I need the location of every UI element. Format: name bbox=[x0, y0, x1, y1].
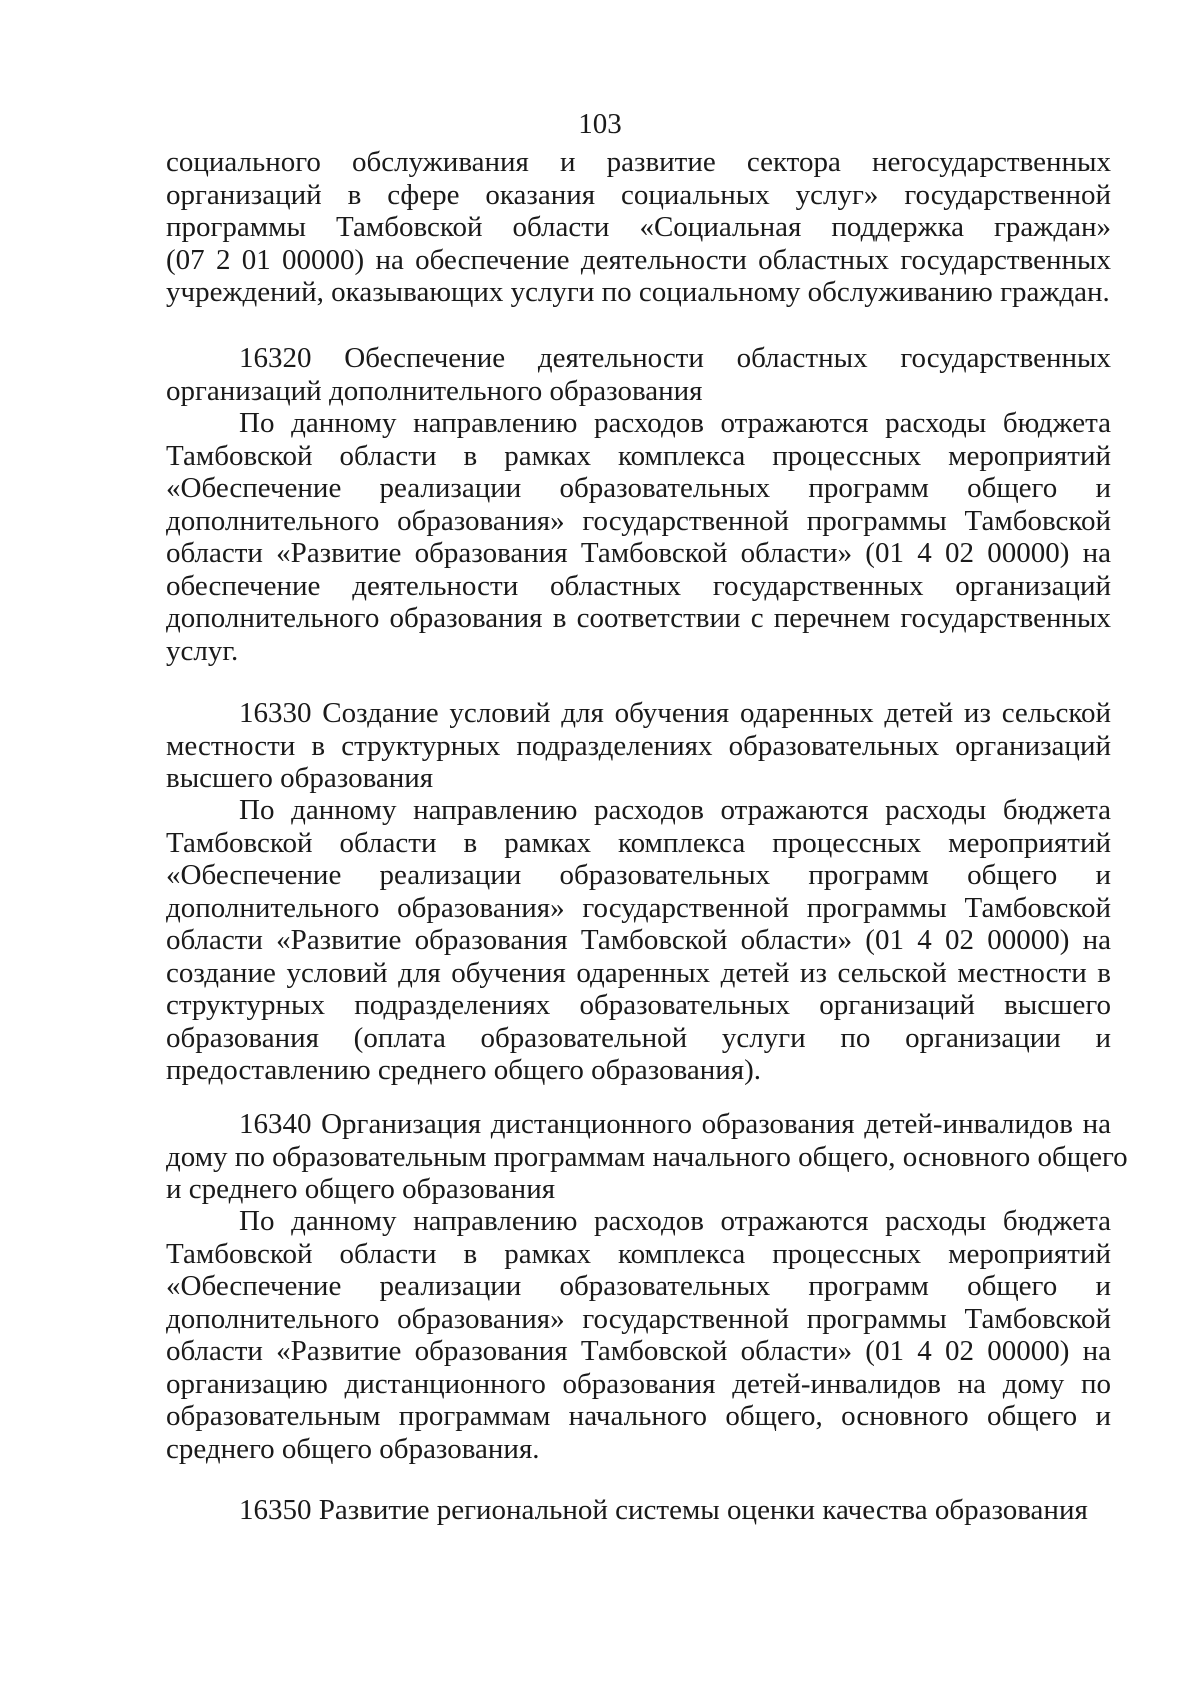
text-line: программы Тамбовской области «Социальная поддержка граждан» bbox=[166, 211, 1111, 243]
text-line: образовательным программам начального общего, основного общего и bbox=[166, 1400, 1111, 1432]
text-line: дополнительного образования в соответствии с перечнем государственных bbox=[166, 602, 1111, 634]
text-line: Тамбовской области в рамках комплекса процессных мероприятий bbox=[166, 439, 1111, 472]
text-line: Тамбовской области в рамках комплекса процессных мероприятий bbox=[166, 826, 1111, 859]
text-line: дополнительного образования» государственной программы Тамбовской bbox=[166, 891, 1111, 924]
text-line: обеспечение деятельности областных государственных организаций bbox=[166, 569, 1111, 602]
text-line: области «Развитие образования Тамбовской области» (01 4 02 00000) на bbox=[166, 924, 1111, 956]
text-line: организаций дополнительного образования bbox=[166, 374, 703, 407]
text-line: местности в структурных подразделениях образовательных организаций bbox=[166, 729, 1111, 762]
page-number: 103 bbox=[578, 108, 622, 140]
text-line: и среднего общего образования bbox=[166, 1173, 556, 1205]
section-heading-16340 bbox=[166, 1108, 1128, 1206]
section-body-16330 bbox=[166, 794, 1111, 1087]
text-line: (07 2 01 00000) на обеспечение деятельности областных государственных bbox=[166, 243, 1111, 276]
text-line: высшего образования bbox=[166, 762, 434, 794]
text-line: создание условий для обучения одаренных детей из сельской местности в bbox=[166, 956, 1111, 989]
text-line: среднего общего образования. bbox=[166, 1432, 540, 1465]
text-line: «Обеспечение реализации образовательных программ общего и bbox=[166, 859, 1111, 891]
text-line: социального обслуживания и развитие сектора негосударственных bbox=[166, 146, 1111, 178]
text-line: области «Развитие образования Тамбовской области» (01 4 02 00000) на bbox=[166, 537, 1111, 569]
text-line: структурных подразделениях образовательных организаций высшего bbox=[166, 989, 1111, 1021]
text-line: дополнительного образования» государственной программы Тамбовской bbox=[166, 504, 1111, 537]
text-line: «Обеспечение реализации образовательных программ общего и bbox=[166, 1270, 1111, 1302]
section-heading-16330 bbox=[166, 697, 1111, 795]
text-line: 16320 Обеспечение деятельности областных государственных bbox=[239, 342, 1111, 374]
text-line: дому по образовательным программам начального общего, основного общего bbox=[166, 1140, 1128, 1173]
text-line: «Обеспечение реализации образовательных программ общего и bbox=[166, 472, 1111, 504]
section-body-16320 bbox=[166, 407, 1111, 667]
text-line: организаций в сфере оказания социальных услуг» государственной bbox=[166, 178, 1111, 211]
section-body-16340 bbox=[166, 1205, 1111, 1465]
text-line: По данному направлению расходов отражаются расходы бюджета bbox=[239, 407, 1111, 439]
text-line: дополнительного образования» государственной программы Тамбовской bbox=[166, 1302, 1111, 1335]
section-heading-16350 bbox=[166, 1494, 1111, 1527]
text-line: 16350 Развитие региональной системы оценки качества образования bbox=[239, 1494, 1088, 1526]
text-line: Тамбовской области в рамках комплекса процессных мероприятий bbox=[166, 1237, 1111, 1270]
text-line: учреждений, оказывающих услуги по социальному обслуживанию граждан. bbox=[166, 276, 1110, 308]
text-line: 16330 Создание условий для обучения одаренных детей из сельской bbox=[239, 697, 1111, 729]
text-line: образования (оплата образовательной услуги по организации и bbox=[166, 1021, 1111, 1054]
paragraph-continuation bbox=[166, 146, 1111, 309]
text-line: предоставлению среднего общего образования). bbox=[166, 1054, 762, 1086]
text-line: 16340 Организация дистанционного образования детей-инвалидов на bbox=[239, 1108, 1111, 1140]
text-line: области «Развитие образования Тамбовской области» (01 4 02 00000) на bbox=[166, 1335, 1111, 1367]
text-line: По данному направлению расходов отражаются расходы бюджета bbox=[239, 794, 1111, 826]
text-line: организацию дистанционного образования детей-инвалидов на дому по bbox=[166, 1367, 1111, 1400]
section-heading-16320 bbox=[166, 342, 1111, 407]
text-line: услуг. bbox=[166, 634, 239, 667]
text-line: По данному направлению расходов отражаются расходы бюджета bbox=[239, 1205, 1111, 1237]
